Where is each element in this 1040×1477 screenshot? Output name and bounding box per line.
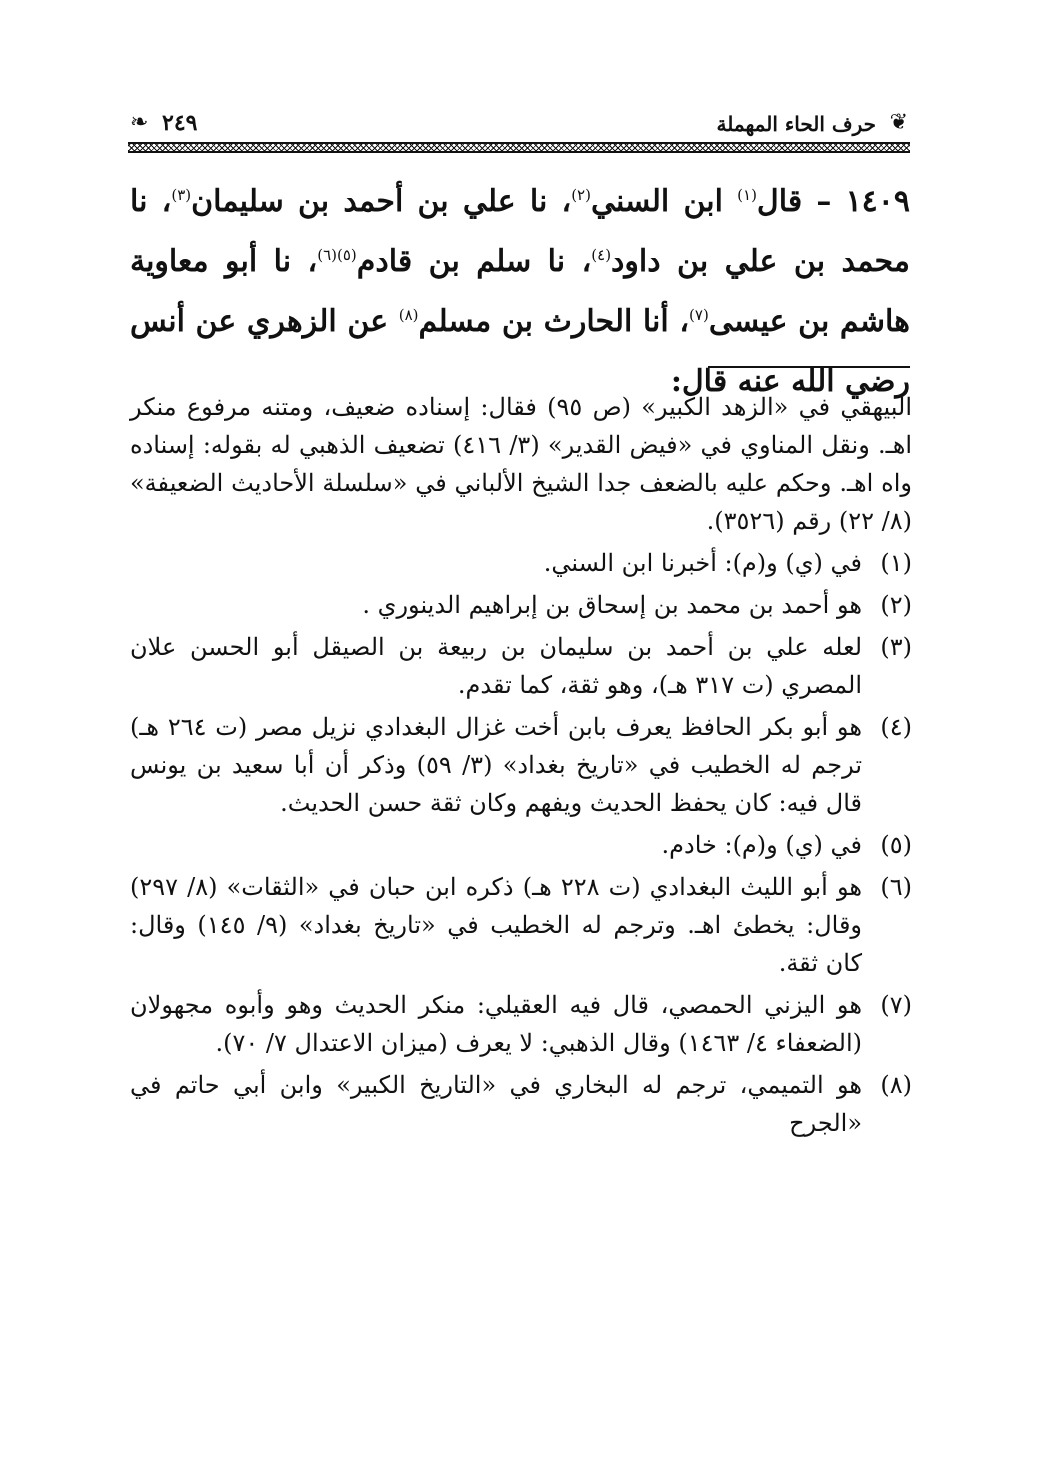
footnote-number: (١)	[880, 549, 912, 577]
footnote-item	[130, 1066, 912, 1142]
footnote-text: هو أحمد بن محمد بن إسحاق بن إبراهيم الدينوري .	[362, 591, 862, 619]
footnote-item	[130, 826, 912, 864]
footnote-ref: (٣)	[171, 186, 192, 204]
footnote-ref: (٢)	[571, 186, 591, 204]
footnote-ref: (١)	[737, 186, 757, 204]
footnote-ref: (٥)(٦)	[317, 246, 357, 264]
footnote-text: هو أبو بكر الحافظ يعرف بابن أخت غزال البغدادي نزيل مصر (ت ٢٦٤ هـ) ترجم له الخطيب في «تاريخ بغداد» (٣/ ٥٩) وذكر أن أبا سعيد بن يونس قال فيه: كان يحفظ الحديث ويفهم وكان ثقة حسن الحديث.	[130, 713, 862, 817]
chapter-title: حرف الحاء المهملة	[716, 112, 876, 136]
footnote-text: هو اليزني الحمصي، قال فيه العقيلي: منكر الحديث وهو وأبوه مجهولان (الضعفاء ٤/ ١٤٦٣) وقال الذهبي: لا يعرف (ميزان الاعتدال ٧/ ٧٠).	[130, 991, 862, 1057]
footnote-ref: (٤)	[591, 246, 612, 264]
footnote-continuation: البيهقي في «الزهد الكبير» (ص ٩٥) فقال: إسناده ضعيف، ومتنه مرفوع منكر اهـ. ونقل المناوي في «فيض القدير» (٣/ ٤١٦) تضعيف الذهبي له بقوله: إسناده واه اهـ. وحكم عليه بالضعف جدا الشيخ الألباني في «سلسلة الأحاديث الضعيفة» (٨/ ٢٢) رقم (٣٥٢٦).	[130, 393, 913, 535]
footnote-number: (٣)	[880, 633, 912, 661]
hadith-number: ١٤٠٩	[845, 184, 911, 219]
footnote-item	[130, 868, 912, 982]
header-rule	[128, 142, 910, 153]
floral-ornament-icon: ❦	[889, 110, 908, 135]
footnote-item	[130, 586, 912, 624]
footnote-ref: (٧)	[689, 306, 709, 324]
footnote-number: (٢)	[880, 591, 912, 619]
footnote-number: (٤)	[880, 713, 912, 741]
footnote-ref: (٨)	[398, 306, 419, 324]
footnote-text: في (ي) و(م): أخبرنا ابن السني.	[543, 549, 862, 577]
page-number: ٢٤٩	[162, 110, 198, 136]
footnote-text: هو أبو الليث البغدادي (ت ٢٢٨ هـ) ذكره ابن حبان في «الثقات» (٨/ ٢٩٧) وقال: يخطئ اهـ. وترجم له الخطيب في «تاريخ بغداد» (٩/ ١٤٥) وقال: كان ثقة.	[130, 873, 863, 977]
footnote-item	[130, 544, 912, 582]
footnotes	[130, 388, 912, 1146]
main-text	[130, 172, 910, 412]
footnote-number: (٦)	[880, 873, 912, 901]
page-header	[128, 108, 910, 152]
footnote-number: (٨)	[880, 1071, 912, 1099]
footnote-item	[130, 986, 912, 1062]
hadith-paragraph: ١٤٠٩ – قال$^{(١)}$ ابن السني$^{(٢)}$، نا علي بن أحمد بن سليمان$^{(٣)}$، نا محمد بن علي بن داود$^{(٤)}$، نا سلم بن قادم$^{(٥)(٦)}$، نا أبو معاوية هاشم بن عيسى$^{(٧)}$، أنا الحارث بن مسلم$^{(٨)}$ عن الزهري عن أنس رضي الله عنه قال:	[130, 184, 911, 399]
floral-ornament-icon: ❧	[130, 110, 149, 135]
footnote-text: لعله علي بن أحمد بن سليمان بن ربيعة بن الصيقل أبو الحسن علان المصري (ت ٣١٧ هـ)، وهو ثقة، كما تقدم.	[130, 633, 862, 699]
footnote-item	[130, 708, 912, 822]
footnote-text: في (ي) و(م): خادم.	[661, 831, 862, 859]
footnote-number: (٧)	[880, 991, 912, 1019]
footnote-divider	[708, 366, 910, 368]
footnote-item	[130, 628, 912, 704]
footnote-text: هو التميمي، ترجم له البخاري في «التاريخ الكبير» وابن أبي حاتم في «الجرح	[130, 1071, 862, 1137]
footnote-number: (٥)	[880, 831, 912, 859]
